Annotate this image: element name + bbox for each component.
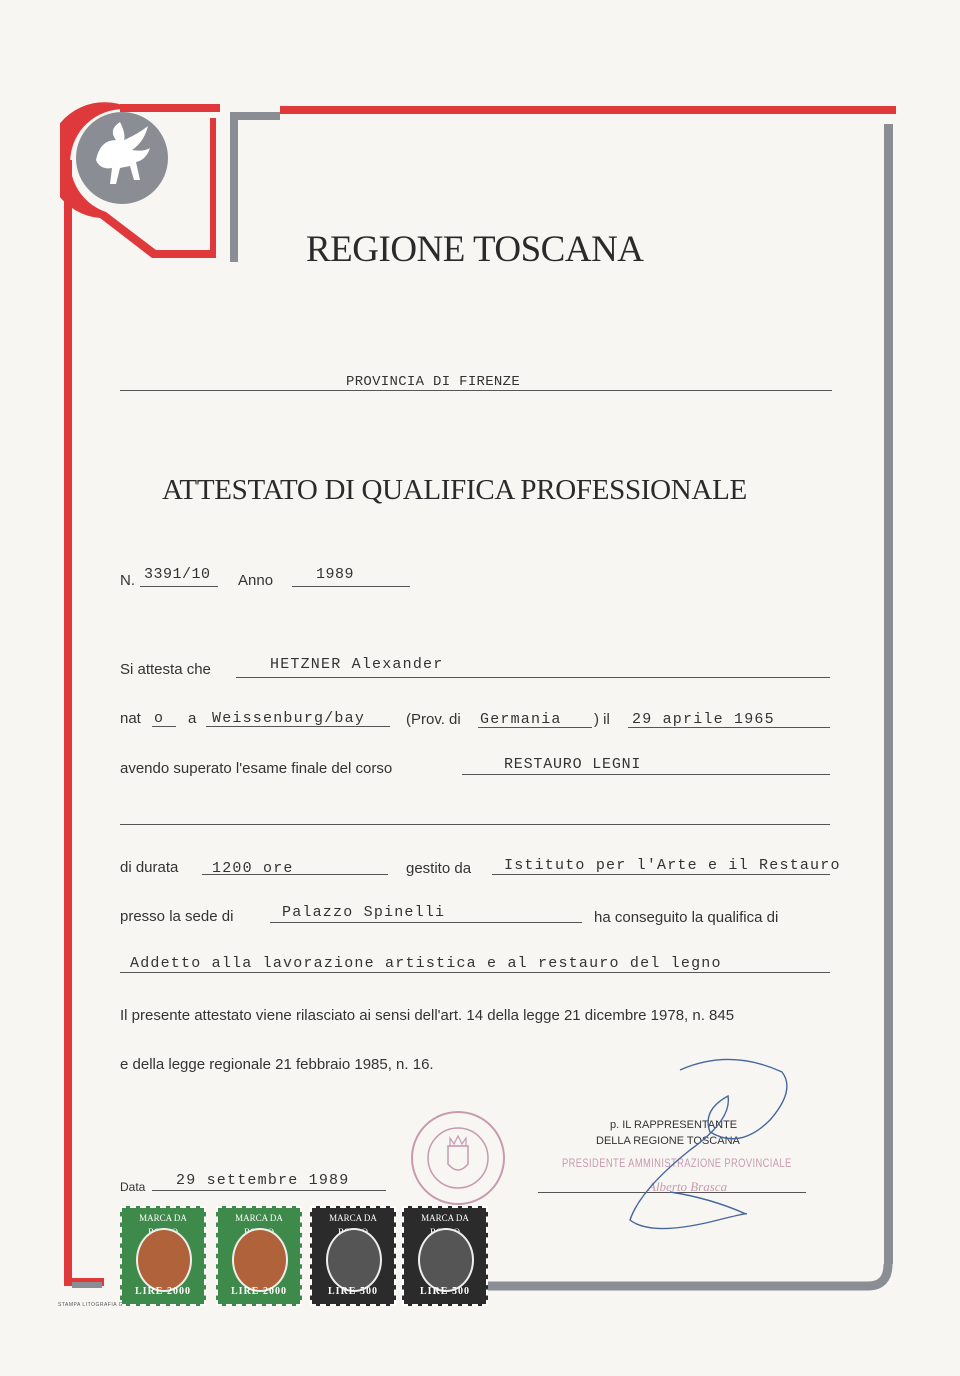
revenue-stamp (310, 1206, 396, 1306)
signature-stamp-text: PRESIDENTE AMMINISTRAZIONE PROVINCIALE (562, 1156, 792, 1170)
duration-underline (202, 874, 388, 875)
venue-name: Palazzo Spinelli (282, 904, 446, 921)
certificate-year: 1989 (316, 566, 355, 583)
number-underline (140, 586, 218, 587)
stamp-portrait-icon (326, 1228, 382, 1292)
managed-label: gestito da (406, 860, 472, 877)
at-label: a (188, 710, 197, 727)
signature-title-2: DELLA REGIONE TOSCANA (596, 1135, 740, 1147)
holder-name: HETZNER Alexander (270, 656, 444, 673)
birth-province: Germania (480, 711, 562, 728)
stamp-value: LIRE 2000 (135, 1286, 191, 1297)
qualification-underline (120, 972, 830, 973)
venue-underline (270, 922, 582, 923)
stamp-header: MARCA DA (235, 1213, 283, 1223)
venue-label: presso la sede di (120, 908, 234, 925)
province-heading: PROVINCIA DI FIRENZE (346, 374, 521, 390)
birthplace-underline (206, 726, 390, 727)
prov-label: (Prov. di (406, 711, 461, 728)
stamp-header: MARCA DA (421, 1213, 469, 1223)
signature-title-1: p. IL RAPPRESENTANTE (610, 1119, 738, 1131)
stamp-header: MARCA DA (329, 1213, 377, 1223)
revenue-stamp (120, 1206, 206, 1306)
year-label: Anno (238, 572, 274, 589)
qualification-label: ha conseguito la qualifica di (594, 909, 779, 926)
issue-date: 29 settembre 1989 (176, 1172, 350, 1189)
stamp-portrait-icon (232, 1228, 288, 1292)
course-underline (462, 774, 830, 775)
gender-suffix: o (154, 710, 165, 727)
signature-stamp-name: Alberto Brasca (648, 1179, 728, 1194)
region-title: REGIONE TOSCANA (306, 229, 644, 270)
stamp-value: LIRE 2000 (231, 1286, 287, 1297)
birthdate-underline (628, 727, 830, 728)
coat-of-arms-seal-icon (400, 1108, 520, 1208)
course-duration: 1200 ore (212, 860, 294, 877)
qualification: Addetto alla lavorazione artistica e al restauro del legno (130, 955, 722, 972)
revenue-stamp (402, 1206, 488, 1306)
stamp-portrait-icon (418, 1228, 474, 1292)
revenue-stamp (216, 1206, 302, 1306)
printer-credit: STAMPA LITOGRAFIA G (58, 1302, 124, 1308)
attest-label: Si attesta che (120, 661, 211, 678)
duration-label: di durata (120, 859, 179, 876)
province-underline-2 (478, 727, 592, 728)
birthdate-label: ) il (594, 711, 610, 728)
course-label: avendo superato l'esame finale del corso (120, 760, 393, 777)
course-name: RESTAURO LEGNI (504, 756, 642, 773)
regione-toscana-logo (60, 100, 230, 270)
handwritten-signature (610, 1050, 810, 1240)
born-label: nat (120, 710, 141, 727)
birthplace: Weissenburg/bay (212, 710, 366, 727)
year-underline (292, 586, 410, 587)
province-underline (120, 390, 832, 391)
stamp-value: LIRE 500 (420, 1286, 470, 1297)
institute-name: Istituto per l'Arte e il Restauro (504, 857, 841, 874)
legal-line-2: e della legge regionale 21 febbraio 1985, n. 16. (120, 1056, 434, 1073)
institute-underline (492, 874, 830, 875)
date-label: Data (120, 1180, 146, 1194)
stamp-portrait-icon (136, 1228, 192, 1292)
birthdate: 29 aprile 1965 (632, 711, 775, 728)
legal-line-1: Il presente attestato viene rilasciato ai sensi dell'art. 14 della legge 21 dicembre 1978, n. 845 (120, 1007, 735, 1024)
stamp-value: LIRE 500 (328, 1286, 378, 1297)
stamp-header: MARCA DA (139, 1213, 187, 1223)
number-label: N. (120, 572, 135, 589)
course-underline-2 (120, 824, 830, 825)
certificate-title: ATTESTATO DI QUALIFICA PROFESSIONALE (162, 474, 747, 506)
gender-underline (152, 726, 176, 727)
date-underline (152, 1190, 386, 1191)
name-underline (236, 677, 830, 678)
certificate-number: 3391/10 (144, 566, 211, 583)
